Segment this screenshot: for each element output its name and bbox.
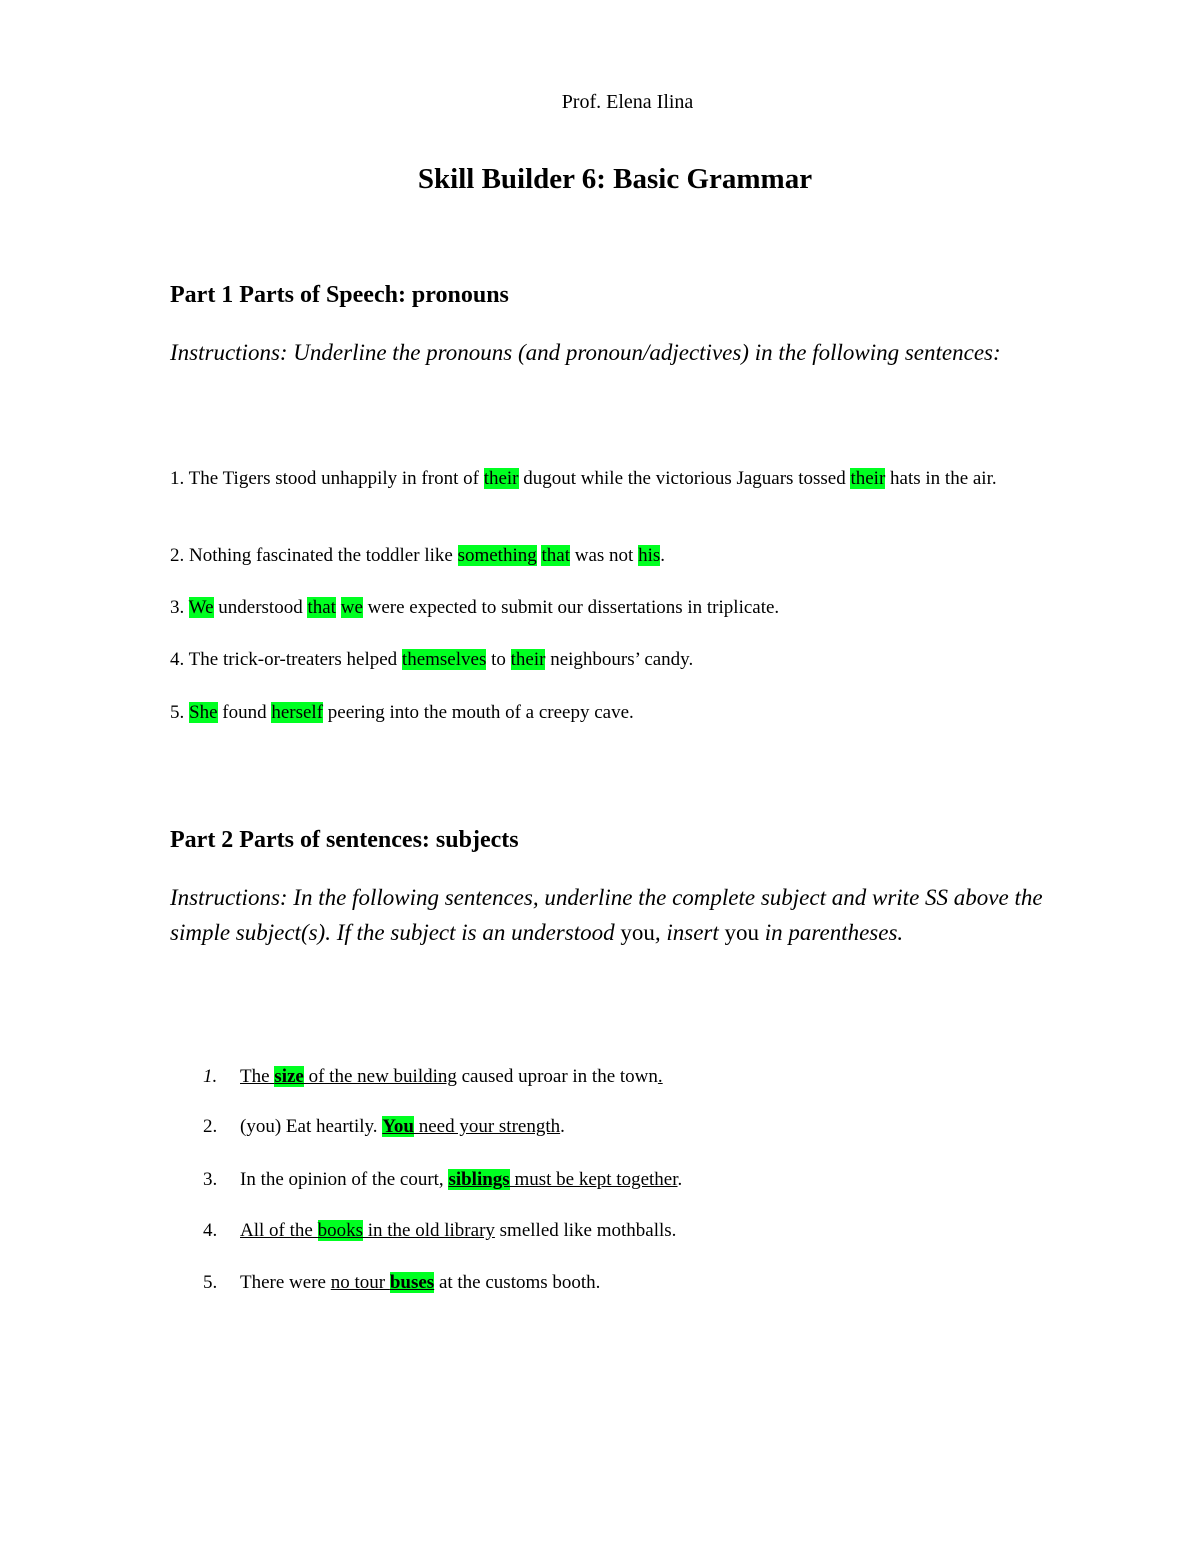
part2-item-4: All of the books in the old library smelled like mothballs. [240, 1220, 677, 1241]
pronoun-highlight: She [189, 702, 218, 723]
part1-instructions: Instructions: Underline the pronouns (and pronoun/adjectives) in the following sentences: [170, 340, 1001, 365]
list-item-number: 5. [203, 1272, 218, 1293]
part2-item-5: There were no tour buses at the customs booth. [240, 1272, 601, 1293]
part1-sentence-1: 1. The Tigers stood unhappily in front of their dugout while the victorious Jaguars tossed their hats in the air. [170, 468, 997, 489]
pronoun-highlight: their [483, 468, 519, 489]
part2-instructions: Instructions: In the following sentences, underline the complete subject and write SS above the simple subject(s). If the subject is an understood you, insert you in parentheses. [170, 885, 1043, 945]
pronoun-highlight: that [541, 545, 570, 566]
pronoun-highlight: their [510, 649, 546, 670]
list-item-number: 3. [203, 1169, 218, 1190]
part1-heading: Part 1 Parts of Speech: pronouns [170, 282, 509, 308]
pronoun-highlight: his [638, 545, 661, 566]
list-item-number: 1. [203, 1066, 218, 1087]
page-title: Skill Builder 6: Basic Grammar [417, 163, 813, 195]
pronoun-highlight: themselves [401, 649, 487, 670]
author-line: Prof. Elena Ilina [561, 91, 694, 113]
pronoun-highlight: We [188, 597, 214, 618]
part2-item-2: (you) Eat heartily. You need your strength. [240, 1116, 565, 1137]
pronoun-highlight: herself [271, 702, 324, 723]
simple-subject-highlight: buses [389, 1272, 435, 1293]
part2-heading: Part 2 Parts of sentences: subjects [170, 827, 519, 853]
simple-subject-highlight: size [274, 1066, 304, 1087]
simple-subject-highlight: books [317, 1220, 363, 1241]
simple-subject-highlight: You [382, 1116, 414, 1137]
part1-sentence-4: 4. The trick-or-treaters helped themselves to their neighbours’ candy. [170, 649, 694, 670]
part1-sentence-2: 2. Nothing fascinated the toddler like something that was not his. [170, 545, 665, 566]
list-item-number: 4. [203, 1220, 218, 1241]
pronoun-highlight: that [307, 597, 336, 618]
simple-subject-highlight: siblings [448, 1169, 510, 1190]
pronoun-highlight: something [457, 545, 537, 566]
list-item-number: 2. [203, 1116, 218, 1137]
part1-sentence-5: 5. She found herself peering into the mouth of a creepy cave. [170, 702, 634, 723]
part2-item-1: The size of the new building caused uproar in the town. [240, 1066, 663, 1087]
pronoun-highlight: their [850, 468, 886, 489]
pronoun-highlight: we [340, 597, 363, 618]
part1-sentence-3: 3. We understood that we were expected to submit our dissertations in triplicate. [170, 597, 780, 618]
part2-item-3: In the opinion of the court, siblings must be kept together. [240, 1169, 683, 1190]
